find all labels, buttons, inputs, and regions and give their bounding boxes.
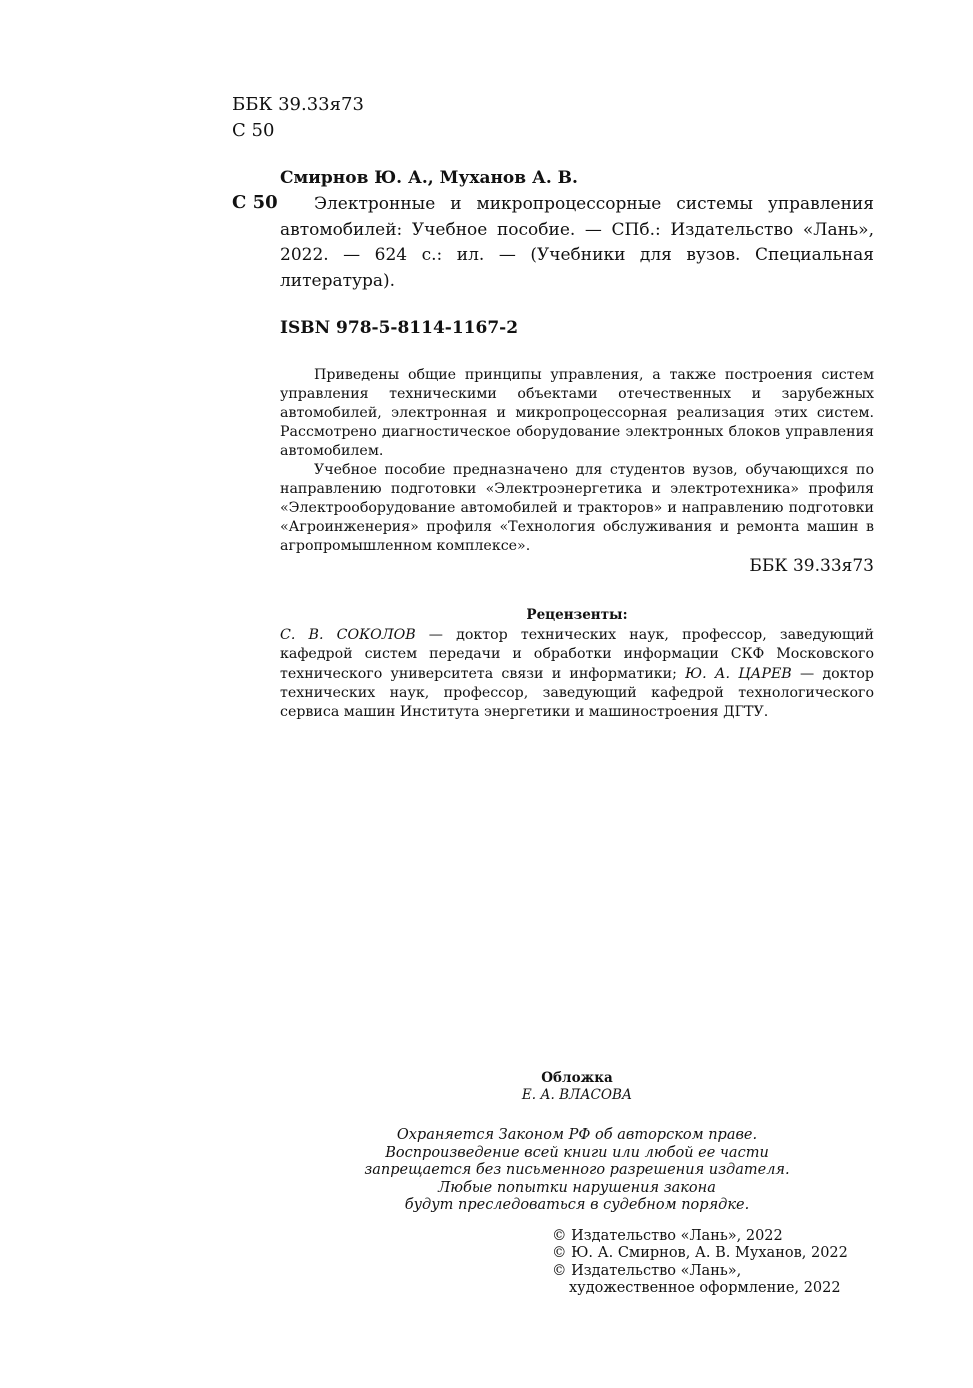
- law-line: Любые попытки нарушения закона: [438, 1179, 716, 1196]
- copyright-block: [552, 1228, 848, 1297]
- law-line: Охраняется Законом РФ об авторском праве.: [396, 1127, 758, 1143]
- annotation-paragraph: Учебное пособие предназначено для студентов вузов, обучающихся по направлению подготовки «Электроэнергетика и электротехника» профиля «Электрооборудование автомобилей и тракторов» и направлению подготовки «Агроинженерия» профиля «Технология обслуживания и ремонта машин в агропромышленном комплексе».: [280, 462, 874, 554]
- reviewer-name: Ю. А. ЦАРЕВ: [685, 665, 792, 682]
- copyright-line: © Издательство «Лань»,: [552, 1262, 742, 1279]
- entry-code: С 50: [232, 192, 278, 213]
- author-code: С 50: [232, 120, 275, 141]
- reviewers-text: [280, 626, 874, 722]
- reviewer-name: С. В. СОКОЛОВ: [280, 627, 416, 643]
- law-line: будут преследоваться в судебном порядке.: [404, 1197, 750, 1213]
- copyright-line: художественное оформление, 2022: [569, 1279, 841, 1296]
- reviewers-heading: Рецензенты:: [526, 607, 628, 623]
- cover-designer: Е. А. ВЛАСОВА: [521, 1087, 633, 1103]
- reviewer-info: — доктор технических наук, профессор, заведующий кафедрой систем передачи и обработки информации СКФ Московского технического университета связи и информатики;: [280, 627, 874, 682]
- copyright-law-notice: [280, 1127, 874, 1215]
- annotation: [280, 366, 874, 556]
- reviewer-info: — доктор технических наук, профессор, заведующий кафедрой технологического сервиса машин Института энергетики и машиностроения ДГТУ.: [280, 665, 874, 721]
- bbk-code: ББК 39.33я73: [232, 94, 364, 115]
- isbn: ISBN 978-5-8114-1167-2: [280, 318, 519, 338]
- copyright-line: © Издательство «Лань», 2022: [552, 1228, 783, 1244]
- law-line: Воспроизведение всей книги или любой ее части: [385, 1144, 769, 1161]
- authors: Смирнов Ю. А., Муханов А. В.: [280, 168, 578, 188]
- annotation-paragraph: Приведены общие принципы управления, а также построения систем управления техническими объектами отечественных и зарубежных автомобилей, электронная и микропроцессорная реализация этих систем. Рассмотрено диагностическое оборудование электронных блоков управления автомобилем.: [280, 367, 874, 459]
- cover-heading: Обложка: [541, 1070, 613, 1086]
- top-classification: [232, 92, 364, 144]
- bibliographic-title: Электронные и микропроцессорные системы управления автомобилей: Учебное пособие. — СПб.: Издательство «Лань», 2022. — 624 с.: ил. — (Учебники для вузов. Специальная литература).: [280, 194, 874, 291]
- copyright-line: © Ю. А. Смирнов, А. В. Муханов, 2022: [552, 1245, 848, 1262]
- law-line: запрещается без письменного разрешения издателя.: [364, 1162, 790, 1178]
- cover-credit: [280, 1070, 874, 1104]
- annotation-bbk: ББК 39.33я73: [749, 556, 874, 576]
